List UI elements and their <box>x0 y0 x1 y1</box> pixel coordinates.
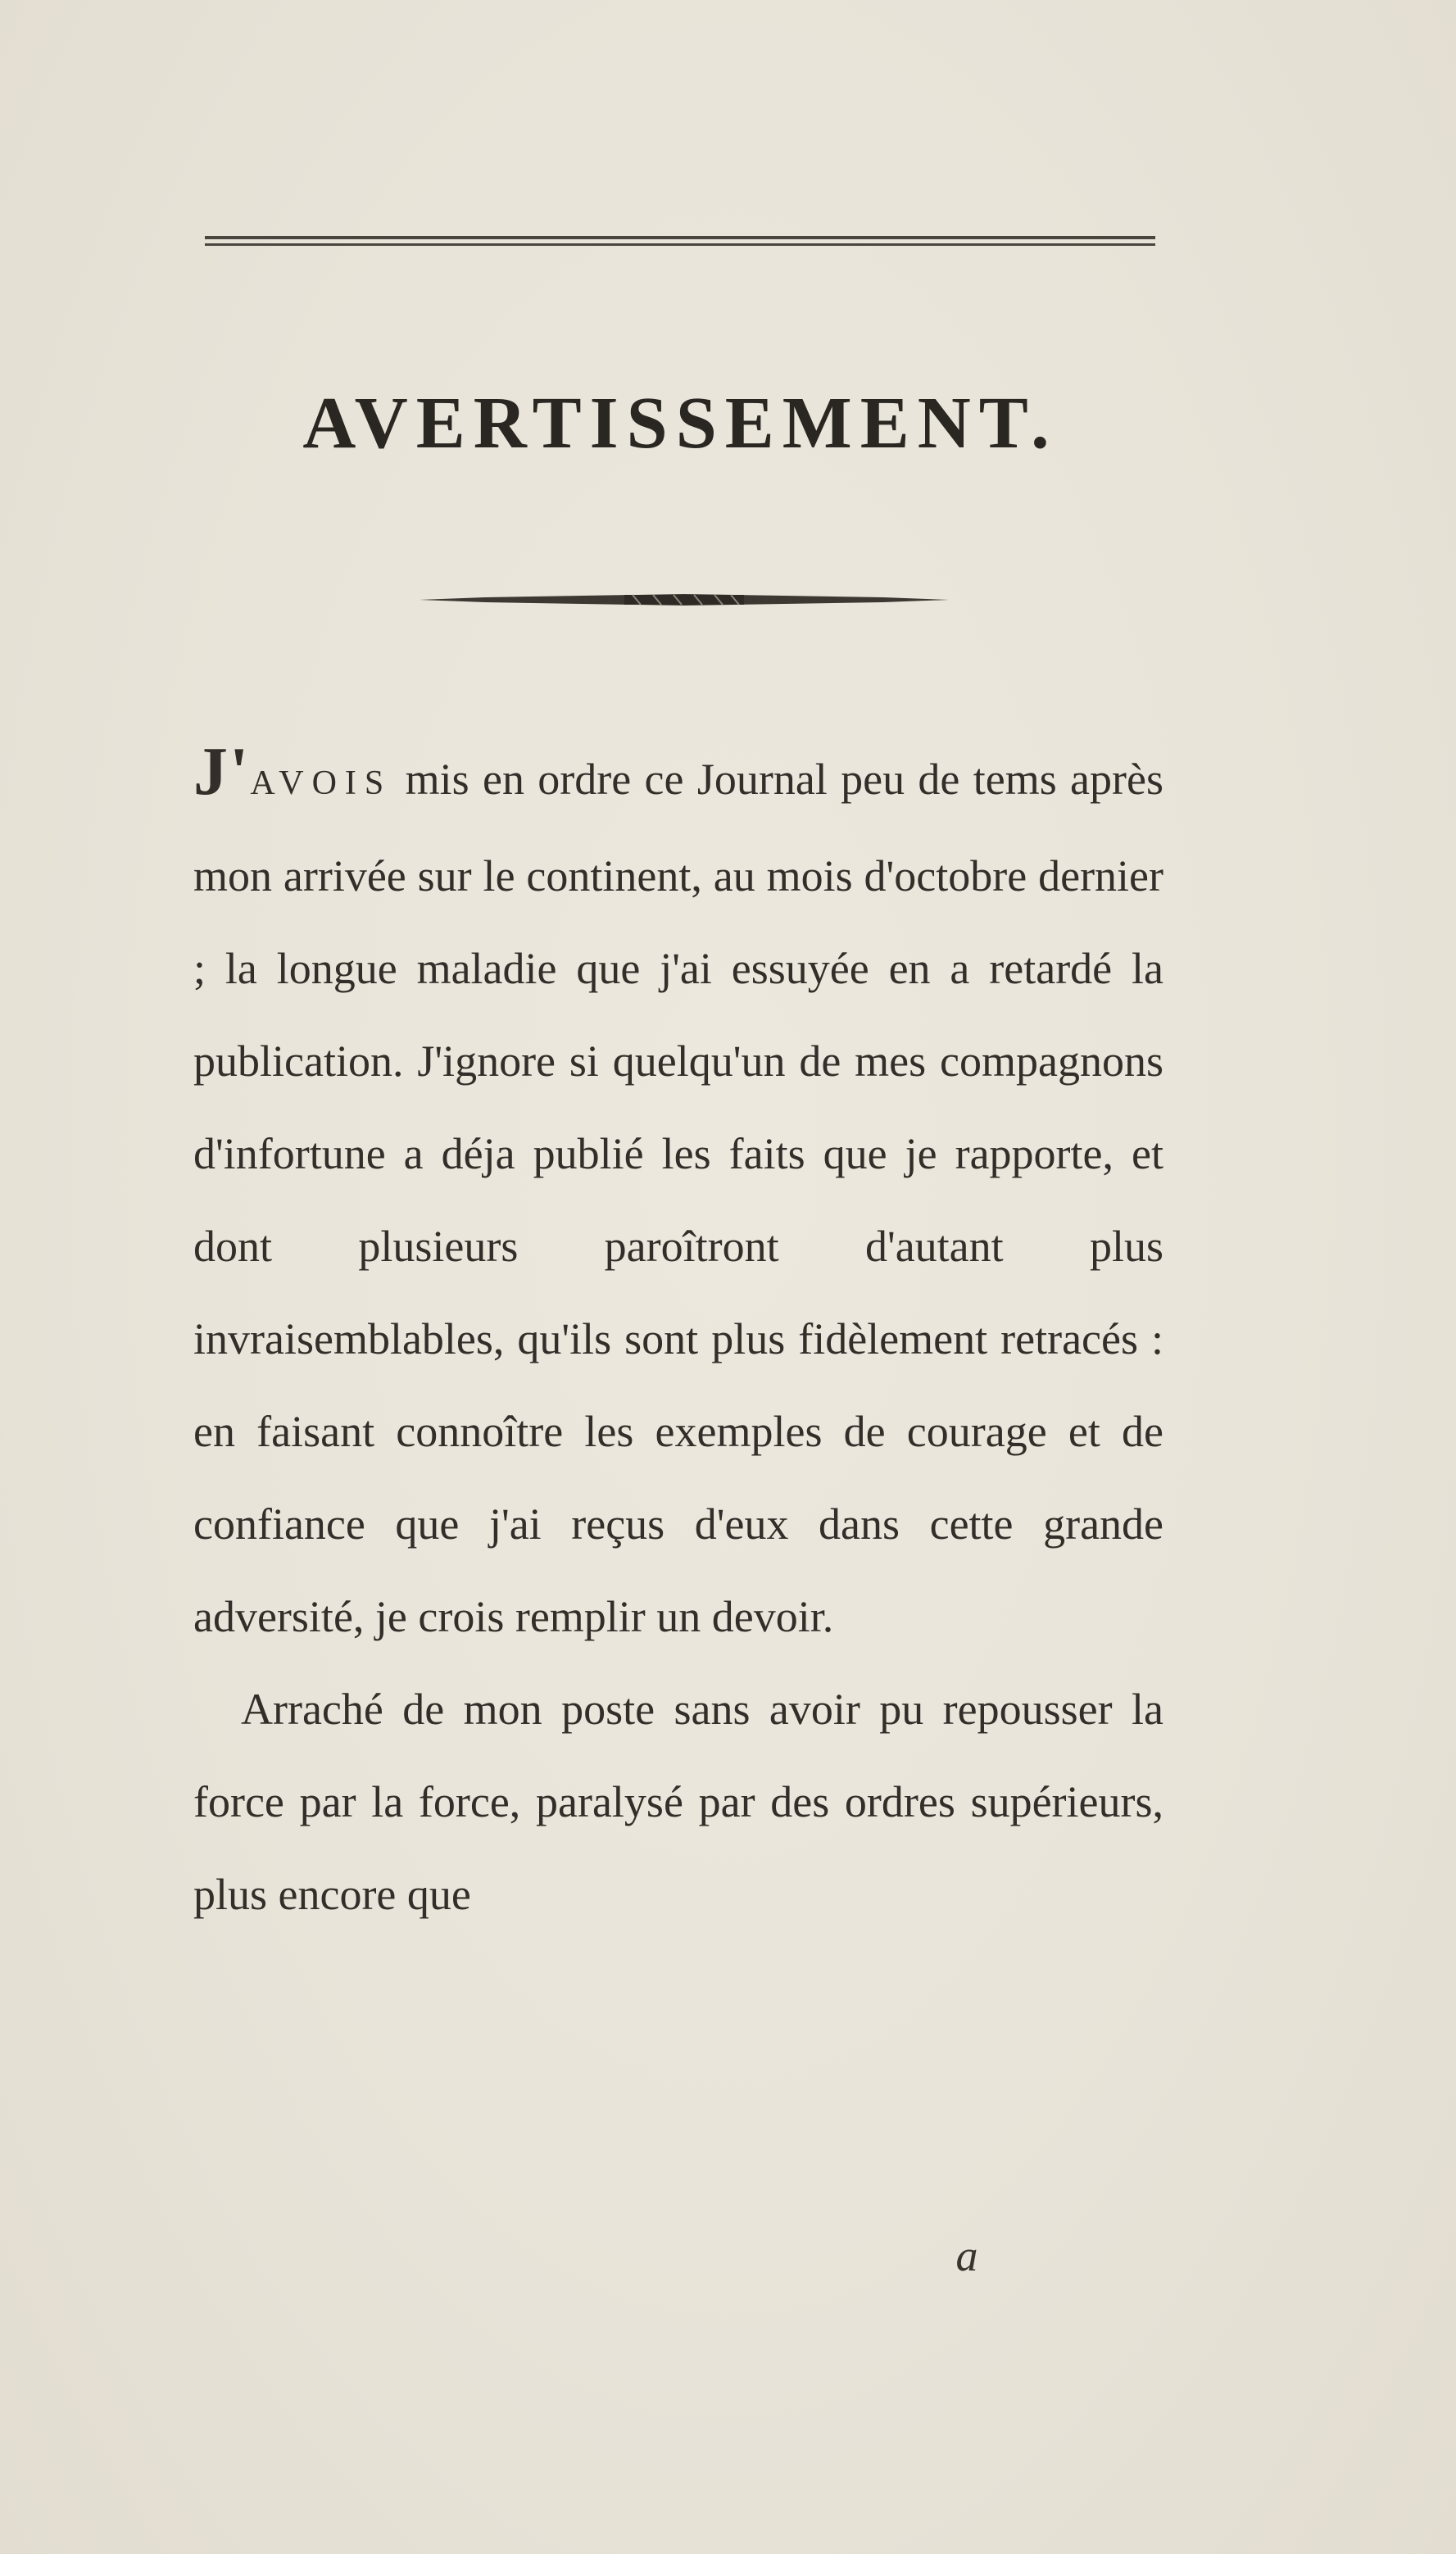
ornamental-rule-graphic <box>420 592 949 608</box>
top-rule-line-lower <box>205 243 1155 246</box>
paragraph-2 <box>193 1663 1163 1941</box>
ornamental-rule <box>420 592 949 608</box>
small-caps-opening: AVOIS <box>250 764 392 802</box>
signature-mark: a <box>955 2231 978 2280</box>
body-text <box>193 733 1163 1941</box>
paragraph-2-text: Arraché de mon poste sans avoir pu repousser la force par la force, paralysé par des ordres supérieurs, plus encore que <box>193 1685 1163 1919</box>
paragraph-1 <box>193 733 1163 1663</box>
drop-cap: J' <box>193 733 251 810</box>
paragraph-1-text: mis en ordre ce Journal peu de tems après mon arrivée sur le continent, au mois d'octobre dernier ; la longue maladie que j'ai essuyée en a retardé la publication. J'ignore si quelqu'un de mes compagnons d'infortune a déja publié les faits que je rapporte, et dont plusieurs paroîtront d'autant plus invraisemblables, qu'ils sont plus fidèlement retracés : en faisant connoître les exemples de courage et de confiance que j'ai reçus d'eux dans cette grande adversité, je crois remplir un devoir. <box>193 755 1163 1641</box>
top-rule-line-upper <box>205 236 1155 239</box>
page-title: AVERTISSEMENT. <box>302 383 1058 464</box>
top-double-rule <box>205 236 1155 247</box>
